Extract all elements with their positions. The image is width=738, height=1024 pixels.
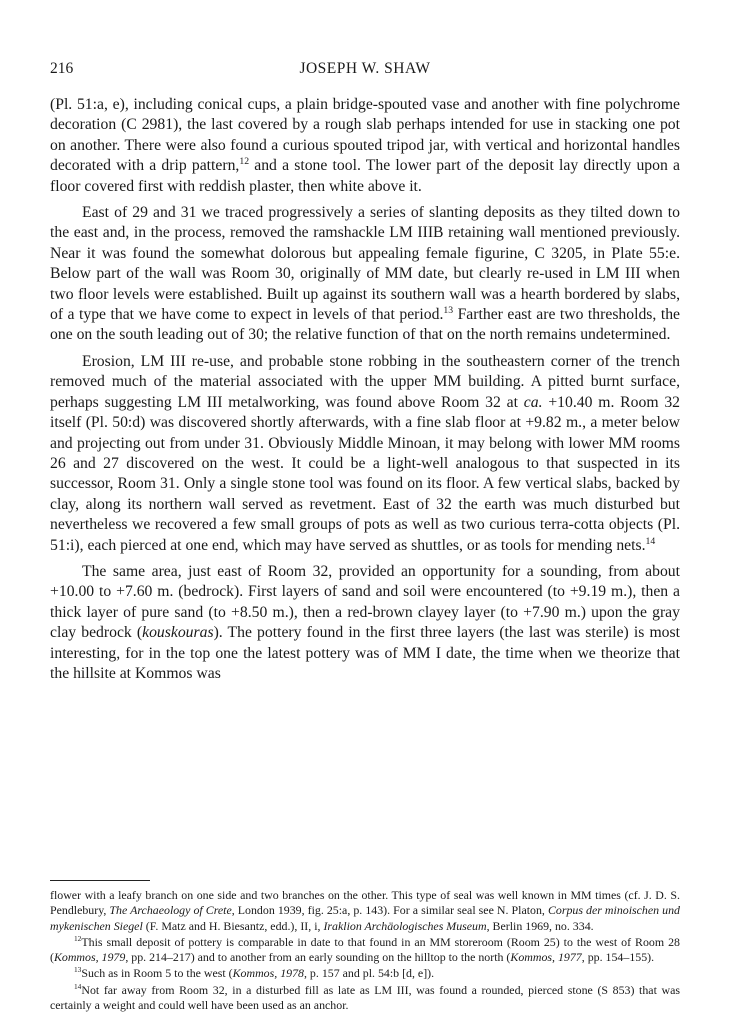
page-header [50, 60, 680, 82]
paragraph-1: (Pl. 51:a, e), including conical cups, a plain bridge-spouted vase and another with fine polychrome decoration (C 2981), the last covered by a rough slab perhaps intended for use in stacking one pot on another. There were also found a curious spouted tripod jar, with vertical and horizontal handles decorated with a drip pattern,$^{12}$ and a stone tool. The lower part of the deposit lay directly upon a floor covered first with reddish plaster, then white above it. [50, 96, 680, 195]
footnote-ref-12[interactable]: 12 [239, 155, 250, 167]
footnote-divider [50, 880, 150, 881]
paragraph-4: The same area, just east of Room 32, provided an opportunity for a sounding, from about +10.00 to +7.60 m. (bedrock). First layers of sand and soil were encountered (to +9.19 m.), then a thick layer of pure sand (to +8.50 m.), then a red-brown clayey layer (to +7.90 m.) upon the gray clay bedrock (kouskouras). The pottery found in the first three layers (the last was sterile) is most interesting, for in the top one the latest pottery was of MM I date, the time when we theorize that the hillsite at Kommos was [50, 562, 680, 682]
footnote-ref-14[interactable]: 14 [645, 535, 656, 547]
footnotes [50, 888, 680, 1014]
footnote-14: $^{14}$Not far away from Room 32, in a disturbed fill as late as LM III, was found a rounded, pierced stone (S 853) that was certainly a weight and could well have been used as an anchor. [50, 981, 680, 1013]
footnote-continuation: flower with a leafy branch on one side and two branches on the other. This type of seal was well known in MM times (cf. J. D. S. Pendlebury, The Archaeology of Crete, London 1939, fig. 25:a, p. 143). For a similar seal see N. Platon, Corpus der minoischen und mykenischen Siegel (F. Matz and H. Biesantz, edd.), II, i, Iraklion Archäologisches Museum, Berlin 1969, no. 334. [50, 888, 680, 933]
footnote-ref-13[interactable]: 13 [443, 304, 454, 316]
body-text [50, 95, 680, 690]
footnote-13: $^{13}$Such as in Room 5 to the west (Kommos, 1978, p. 157 and pl. 54:b [d, e]). [74, 965, 435, 981]
footnote-12: $^{12}$This small deposit of pottery is comparable in date to that found in an MM storeroom (Room 25) to the west of Room 28 (Kommos, 1979, pp. 214–217) and to another from an early sounding on the hilltop to the north (Kommos, 1977, pp. 154–155). [50, 933, 680, 965]
paragraph-3: Erosion, LM III re-use, and probable stone robbing in the southeastern corner of the trench removed much of the material associated with the upper MM building. A pitted burnt surface, perhaps suggesting LM III metalworking, was found above Room 32 at ca. +10.40 m. Room 32 itself (Pl. 50:d) was discovered shortly afterwards, with a fine slab floor at +9.82 m., a meter below and projecting out from under 31. Obviously Middle Minoan, it may belong with lower MM rooms 26 and 27 discovered on the west. It could be a light-well analogous to that suspected in its successor, Room 31. Only a single stone tool was found on its floor. A few vertical slabs, backed by clay, along its northern wall served as revetment. East of 32 the earth was much disturbed but nevertheless we recovered a few small groups of pots as well as two curious terra-cotta objects (Pl. 51:i), each pierced at one end, which may have served as shuttles, or as tools for mending nets.$^{14}$ [50, 352, 681, 554]
running-head: JOSEPH W. SHAW [299, 60, 431, 77]
page-number: 216 [50, 60, 74, 77]
paragraph-2: East of 29 and 31 we traced progressively a series of slanting deposits as they tilted down to the east and, in the process, removed the ramshackle LM IIIB retaining wall mentioned previously. Near it was found the somewhat dolorous but appealing female figurine, C 3205, in Plate 55:e. Below part of the wall was Room 30, originally of MM date, but clearly re-used in LM III when two floor levels were established. Built up against its southern wall was a hearth bordered by slabs, of a type that we have come to expect in levels of that period.$^{13}$ Farther east are two thresholds, the one on the south leading out of 30; the relative function of that on the north remains undetermined. [50, 204, 680, 344]
